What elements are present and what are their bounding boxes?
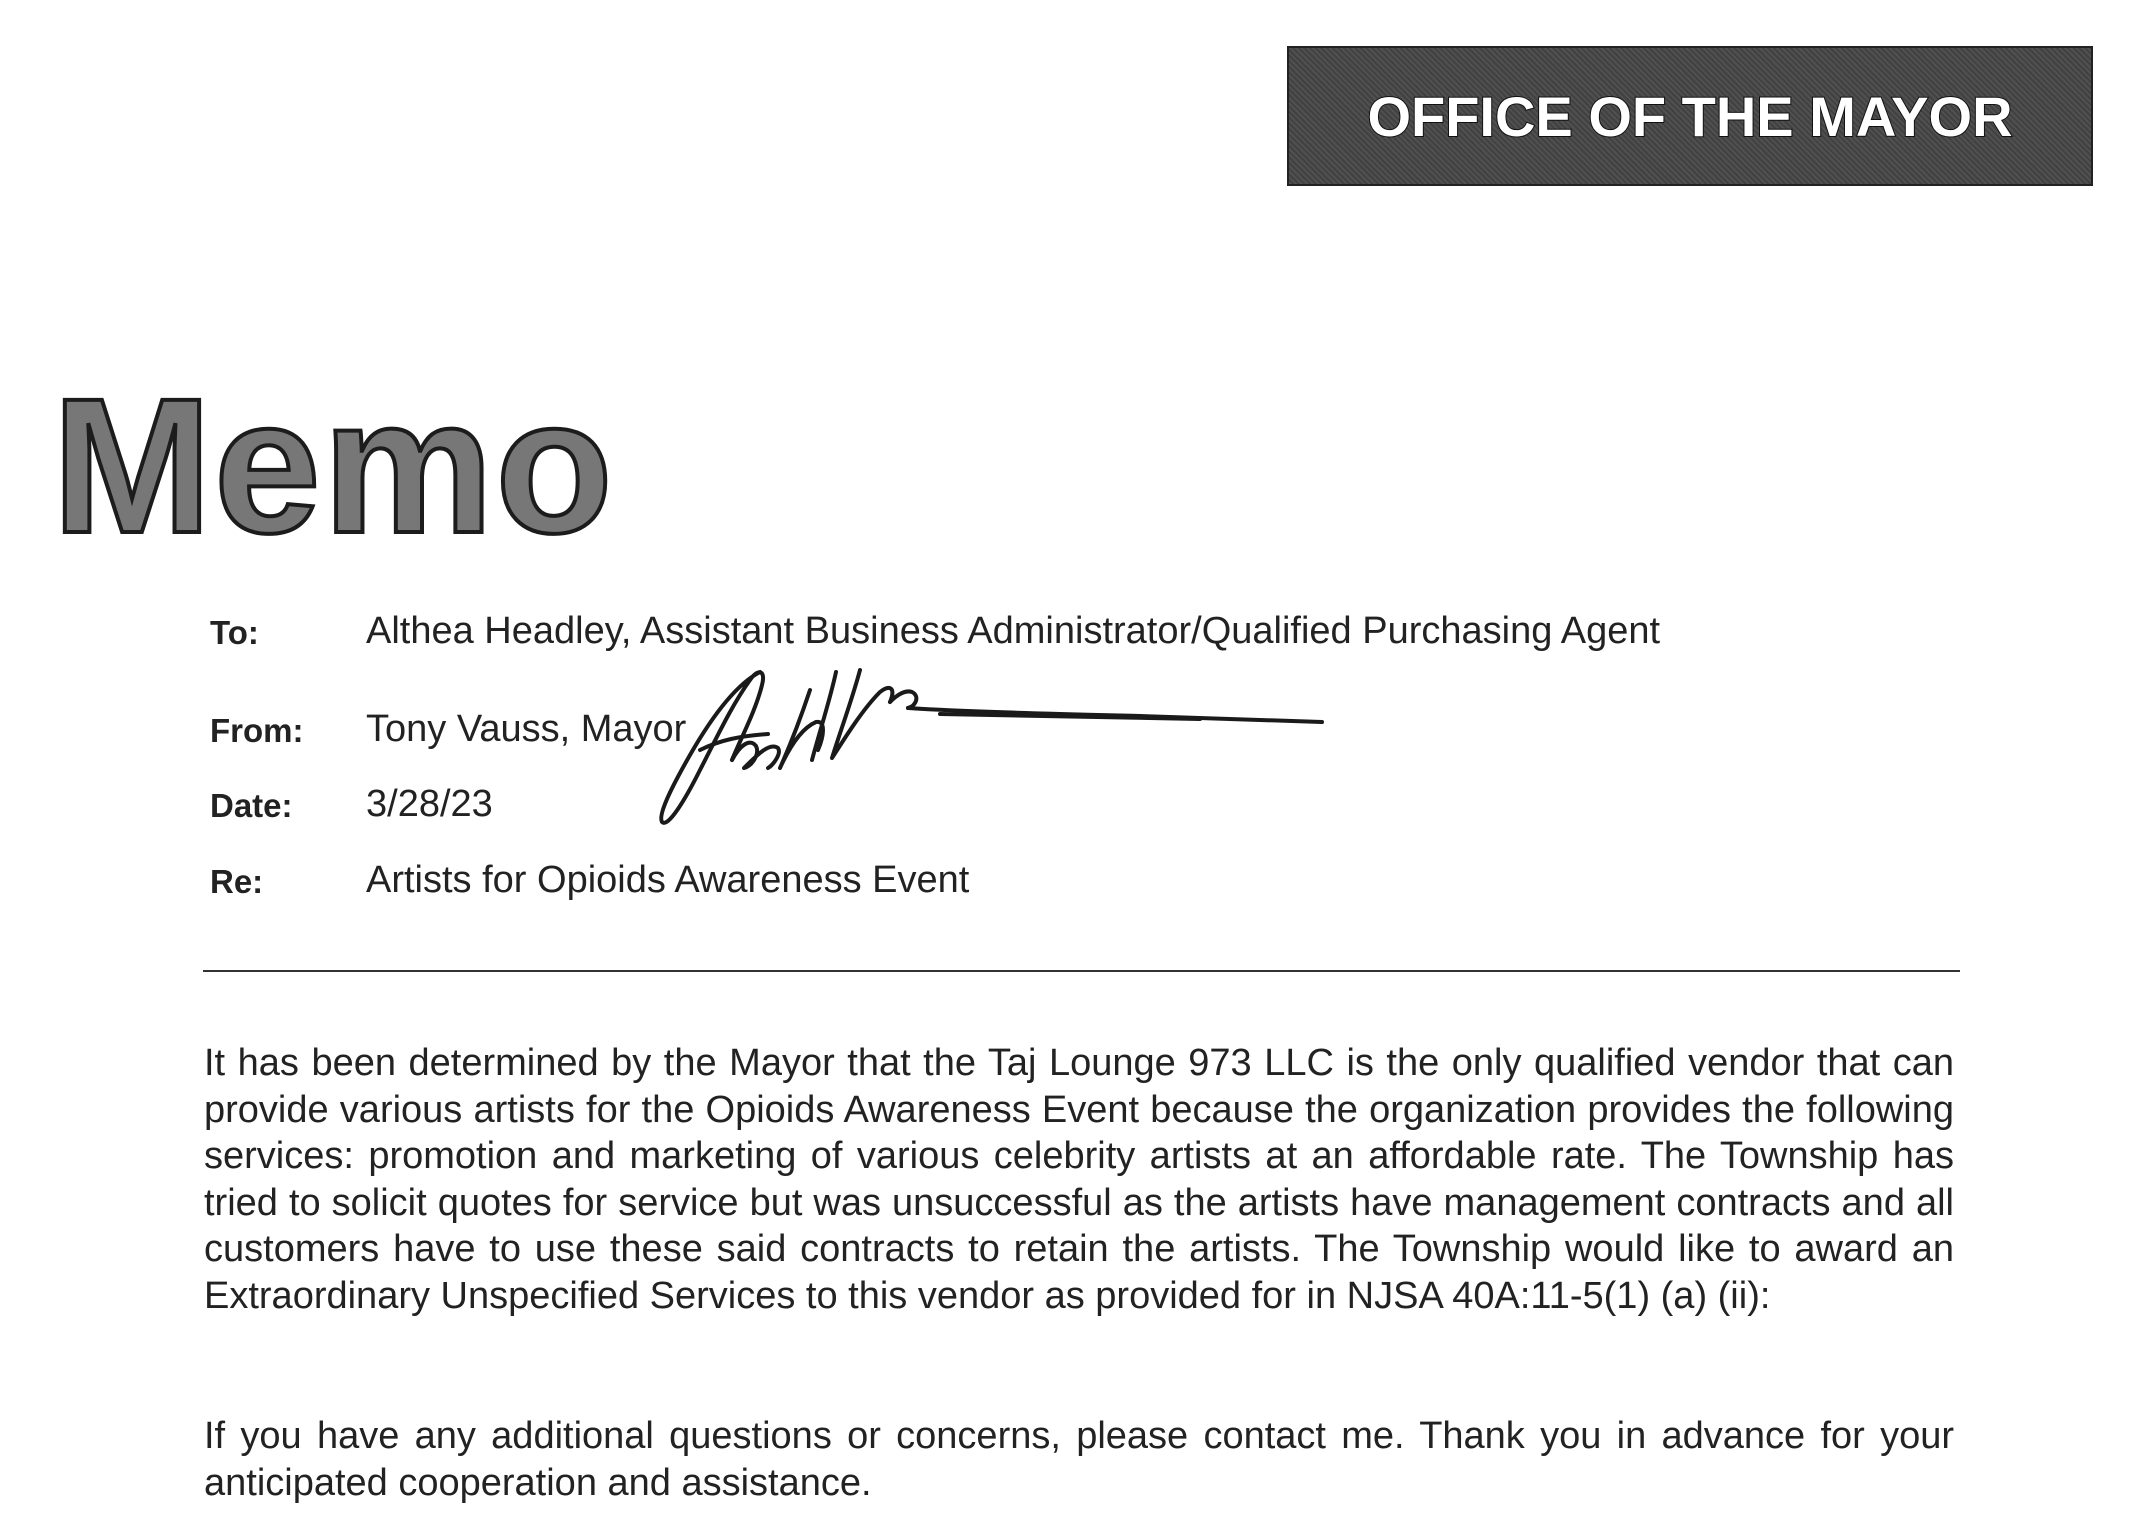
to-value: Althea Headley, Assistant Business Administrator/Qualified Purchasing Agent (366, 610, 1661, 652)
re-value: Artists for Opioids Awareness Event (366, 859, 970, 901)
re-label: Re: (210, 863, 264, 900)
memo-title: Memo (52, 358, 615, 573)
date-label: Date: (210, 787, 293, 824)
to-label: To: (210, 614, 259, 651)
from-label: From: (210, 712, 304, 749)
date-value: 3/28/23 (366, 783, 493, 825)
body-paragraph-1: It has been determined by the Mayor that the Taj Lounge 973 LLC is the only qualified vendor that can provide various artists for the Opioids Awareness Event because the organization provides the following services: promotion and marketing of various celebrity artists at an affordable rate. The Township has tried to solicit quotes for service but was unsuccessful as the artists have management contracts and all customers have to use these said contracts to retain the artists. The Township would like to award an Extraordinary Unspecified Services to this vendor as provided for in NJSA 40A:11-5(1) (a) (ii): (204, 1042, 1954, 1317)
office-of-the-mayor-banner (1287, 46, 2093, 186)
handwritten-signature (640, 650, 1340, 840)
from-value: Tony Vauss, Mayor (366, 708, 687, 750)
body-paragraph-2: If you have any additional questions or concerns, please contact me. Thank you in advance for your anticipated cooperation and assistance. (204, 1415, 1954, 1504)
header-divider (203, 970, 1960, 972)
office-banner-text: OFFICE OF THE MAYOR (1367, 84, 2013, 148)
